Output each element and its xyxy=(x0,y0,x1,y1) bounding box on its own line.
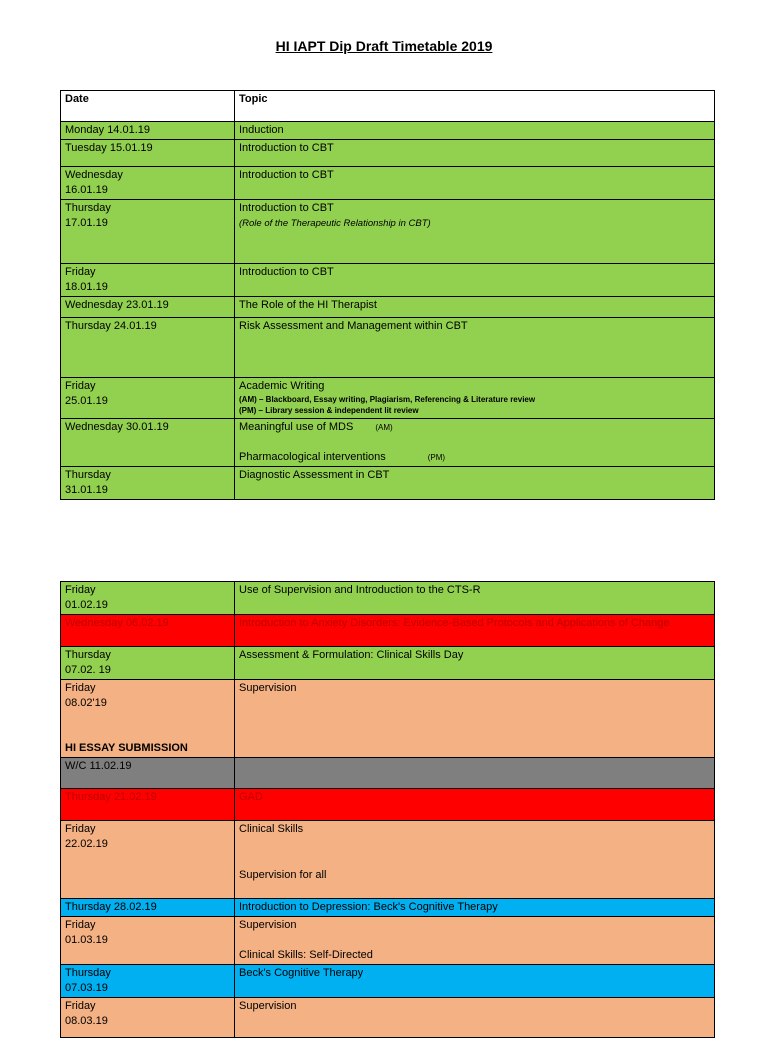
topic-text: Induction xyxy=(239,124,284,136)
date-text: Friday xyxy=(65,584,96,596)
date-text: Wednesday xyxy=(65,169,123,181)
document-title: HI IAPT Dip Draft Timetable 2019 xyxy=(275,38,493,54)
topic-cell xyxy=(235,821,715,899)
date-cell xyxy=(61,998,235,1038)
topic-text: Risk Assessment and Management within CBT xyxy=(239,320,468,332)
table-row xyxy=(61,467,715,500)
topic-text: Pharmacological interventions xyxy=(239,451,386,463)
date-cell xyxy=(61,378,235,419)
spacer xyxy=(239,933,710,948)
topic-text: Assessment & Formulation: Clinical Skills Day xyxy=(239,649,464,661)
date-text: 25.01.19 xyxy=(65,395,108,407)
topic-cell xyxy=(235,140,715,167)
topic-text: Supervision xyxy=(239,682,297,694)
topic-text: Clinical Skills xyxy=(239,823,304,835)
date-text: Thursday 28.02.19 xyxy=(65,901,157,913)
date-text: 01.02.19 xyxy=(65,599,108,611)
table-row xyxy=(61,899,715,917)
topic-line xyxy=(239,450,710,465)
date-text: 17.01.19 xyxy=(65,217,108,229)
date-text: Thursday xyxy=(65,469,111,481)
table-row xyxy=(61,615,715,647)
topic-cell xyxy=(235,167,715,200)
date-cell xyxy=(61,582,235,615)
date-cell xyxy=(61,318,235,378)
date-text: 08.03.19 xyxy=(65,1015,108,1027)
date-text: Friday xyxy=(65,823,96,835)
table-row xyxy=(61,821,715,899)
table-header-row xyxy=(61,91,715,122)
date-text: 16.01.19 xyxy=(65,184,108,196)
topic-cell xyxy=(235,419,715,467)
topic-cell xyxy=(235,467,715,500)
topic-cell xyxy=(235,122,715,140)
table-row xyxy=(61,419,715,467)
topic-text: Introduction to CBT xyxy=(239,142,334,154)
table-row xyxy=(61,200,715,264)
date-text: Friday xyxy=(65,266,96,278)
table-row xyxy=(61,122,715,140)
topic-text: GAD xyxy=(239,791,263,803)
topic-text: Introduction to CBT xyxy=(239,266,334,278)
essay-submission-note: HI ESSAY SUBMISSION xyxy=(65,742,188,754)
table-row xyxy=(61,582,715,615)
topic-text: Introduction to Anxiety Disorders: Evidence-Based Protocols and Applications of Change xyxy=(239,617,670,629)
date-cell xyxy=(61,615,235,647)
date-text: 18.01.19 xyxy=(65,281,108,293)
date-text: Friday xyxy=(65,919,96,931)
date-text: 22.02.19 xyxy=(65,838,108,850)
date-cell xyxy=(61,899,235,917)
date-text: Friday xyxy=(65,380,96,392)
spacer xyxy=(239,435,710,450)
topic-cell xyxy=(235,647,715,680)
timetable-january xyxy=(60,90,715,500)
topic-cell xyxy=(235,758,715,789)
topic-cell xyxy=(235,378,715,419)
date-cell xyxy=(61,647,235,680)
table-row xyxy=(61,998,715,1038)
table-row xyxy=(61,318,715,378)
session-tag: (AM) xyxy=(375,423,393,432)
date-cell xyxy=(61,419,235,467)
date-cell xyxy=(61,789,235,821)
date-text: Wednesday 06.02.19 xyxy=(65,617,169,629)
table-row xyxy=(61,264,715,297)
topic-cell xyxy=(235,965,715,998)
date-text: Thursday 21.02.19 xyxy=(65,791,157,803)
topic-text: Introduction to CBT xyxy=(239,202,334,214)
table-row xyxy=(61,917,715,965)
topic-cell xyxy=(235,264,715,297)
table-row xyxy=(61,758,715,789)
date-cell xyxy=(61,467,235,500)
date-text: Tuesday 15.01.19 xyxy=(65,142,153,154)
date-cell xyxy=(61,917,235,965)
session-tag: (PM) xyxy=(427,453,446,462)
date-text: 08.02'19 xyxy=(65,697,107,709)
topic-text: Diagnostic Assessment in CBT xyxy=(239,469,390,481)
topic-cell xyxy=(235,318,715,378)
date-text: Monday 14.01.19 xyxy=(65,124,151,136)
table-row xyxy=(61,647,715,680)
date-text: Friday xyxy=(65,682,96,694)
topic-cell xyxy=(235,297,715,318)
date-text: Wednesday 30.01.19 xyxy=(65,421,169,433)
topic-note: (Role of the Therapeutic Relationship in CBT) xyxy=(239,218,431,229)
table-row xyxy=(61,680,715,758)
date-text: Wednesday 23.01.19 xyxy=(65,299,169,311)
date-cell xyxy=(61,821,235,899)
date-column-header: Date xyxy=(61,91,235,122)
topic-text: Beck's Cognitive Therapy xyxy=(239,967,364,979)
date-cell xyxy=(61,200,235,264)
topic-text: Meaningful use of MDS xyxy=(239,421,354,433)
timetable-february-march xyxy=(60,581,715,1038)
topic-text: Introduction to CBT xyxy=(239,169,334,181)
topic-text: Supervision for all xyxy=(239,869,327,881)
topic-cell xyxy=(235,582,715,615)
spacer xyxy=(65,711,230,741)
topic-subnote: (PM) – Library session & independent lit review xyxy=(239,406,419,415)
table-row xyxy=(61,297,715,318)
date-text: 01.03.19 xyxy=(65,934,108,946)
date-text: Friday xyxy=(65,1000,96,1012)
topic-cell xyxy=(235,899,715,917)
topic-cell xyxy=(235,789,715,821)
topic-text: Introduction to Depression: Beck's Cognitive Therapy xyxy=(239,901,498,913)
date-cell xyxy=(61,965,235,998)
table-row xyxy=(61,378,715,419)
topic-text: Supervision xyxy=(239,1000,297,1012)
date-text: Thursday 24.01.19 xyxy=(65,320,157,332)
table-row xyxy=(61,140,715,167)
topic-cell xyxy=(235,998,715,1038)
table-row xyxy=(61,167,715,200)
topic-subnote: (AM) – Blackboard, Essay writing, Plagiarism, Referencing & Literature review xyxy=(239,395,536,404)
spacer xyxy=(239,837,710,868)
topic-cell xyxy=(235,917,715,965)
date-cell xyxy=(61,758,235,789)
table-row xyxy=(61,789,715,821)
date-text: Thursday xyxy=(65,649,111,661)
date-cell xyxy=(61,264,235,297)
topic-text: The Role of the HI Therapist xyxy=(239,299,377,311)
topic-cell xyxy=(235,200,715,264)
date-text: 31.01.19 xyxy=(65,484,108,496)
table-row xyxy=(61,965,715,998)
topic-text: Supervision xyxy=(239,919,297,931)
topic-text: Clinical Skills: Self-Directed xyxy=(239,949,373,961)
topic-text: Use of Supervision and Introduction to the CTS-R xyxy=(239,584,481,596)
date-cell xyxy=(61,122,235,140)
topic-text: Academic Writing xyxy=(239,380,325,392)
date-text: W/C 11.02.19 xyxy=(65,760,132,772)
date-cell xyxy=(61,140,235,167)
topic-cell xyxy=(235,680,715,758)
topic-column-header: Topic xyxy=(235,91,715,122)
topic-line xyxy=(239,420,710,435)
date-cell xyxy=(61,297,235,318)
date-text: Thursday xyxy=(65,202,111,214)
date-text: 07.03.19 xyxy=(65,982,108,994)
date-text: 07.02. 19 xyxy=(65,664,111,676)
date-cell xyxy=(61,680,235,758)
topic-cell xyxy=(235,615,715,647)
date-cell xyxy=(61,167,235,200)
date-text: Thursday xyxy=(65,967,111,979)
